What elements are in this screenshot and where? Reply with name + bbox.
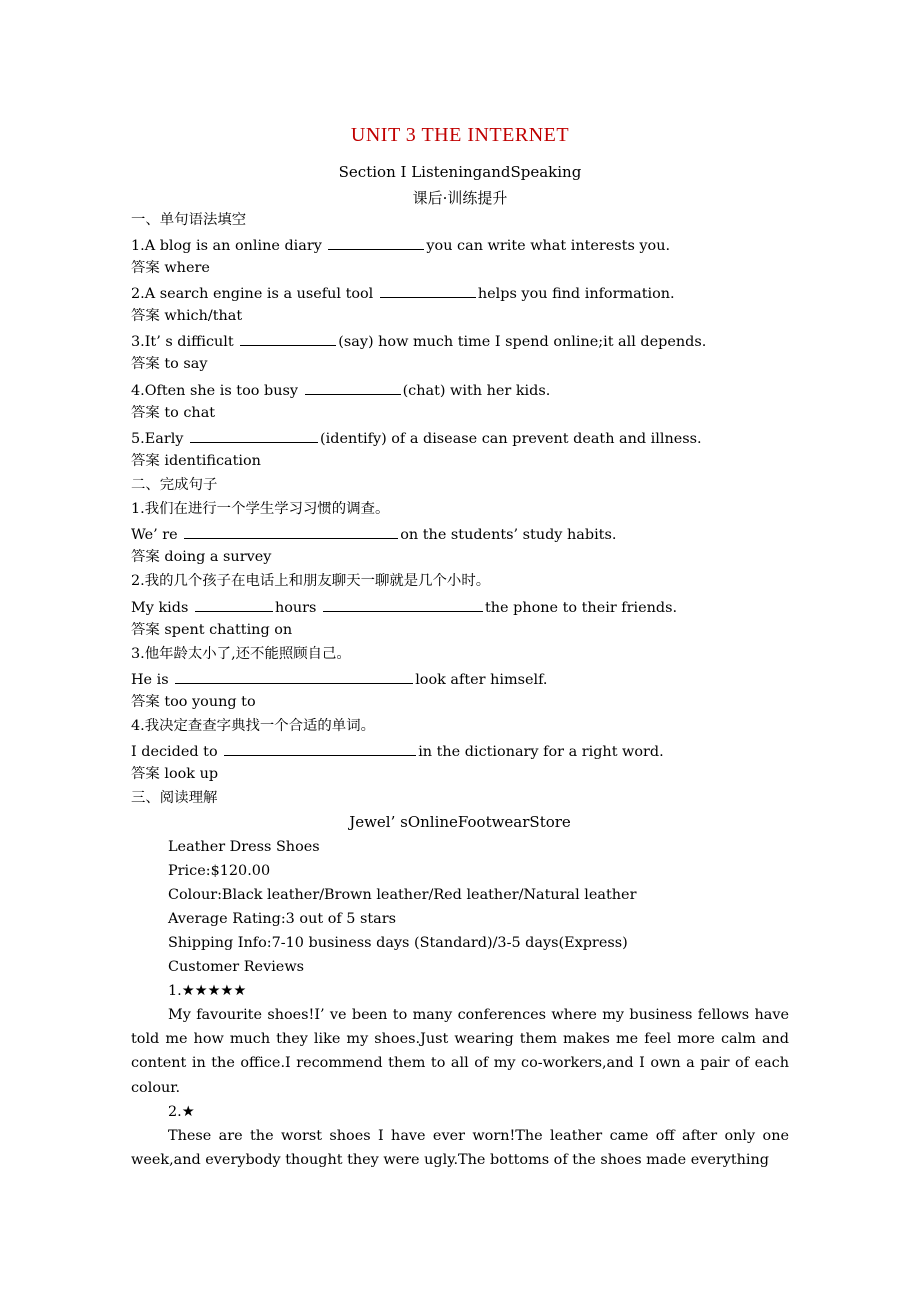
section-title: Section Ⅰ ListeningandSpeaking xyxy=(338,163,582,181)
answer-blank xyxy=(240,331,336,346)
answer-5: 答案 identification xyxy=(131,453,261,469)
answer-blank xyxy=(328,235,424,250)
store-title: Jewel’ sOnlineFootwearStore xyxy=(349,813,571,831)
sentence-1-en: We’ re on the students’ study habits. xyxy=(131,524,616,544)
question-5: 5.Early (identify) of a disease can prevent death and illness. xyxy=(131,428,702,448)
sentence-2-cn: 2.我的几个孩子在电话上和朋友聊天一聊就是几个小时。 xyxy=(131,573,491,589)
unit-title: UNIT 3 THE INTERNET xyxy=(350,124,570,146)
sentence-3-answer: 答案 too young to xyxy=(131,694,256,710)
question-3: 3.It’ s difficult (say) how much time I spend online;it all depends. xyxy=(131,331,706,351)
answer-blank xyxy=(224,741,416,756)
product-name: Leather Dress Shoes xyxy=(168,839,320,855)
question-2: 2.A search engine is a useful tool helps you find information. xyxy=(131,283,675,303)
product-colour: Colour:Black leather/Brown leather/Red leather/Natural leather xyxy=(168,887,637,903)
answer-blank xyxy=(175,669,413,684)
sentence-3-cn: 3.他年龄太小了,还不能照顾自己。 xyxy=(131,646,351,662)
customer-reviews-heading: Customer Reviews xyxy=(168,959,305,975)
answer-blank xyxy=(190,428,318,443)
product-price: Price:$120.00 xyxy=(168,863,271,879)
sentence-2-en: My kids hours the phone to their friends. xyxy=(131,597,677,617)
answer-4: 答案 to chat xyxy=(131,405,216,421)
question-1: 1.A blog is an online diary you can write what interests you. xyxy=(131,235,670,255)
sentence-4-answer: 答案 look up xyxy=(131,766,219,782)
sentence-1-cn: 1.我们在进行一个学生学习习惯的调查。 xyxy=(131,501,390,517)
subsection-title: 课后·训练提升 xyxy=(412,189,508,207)
answer-blank xyxy=(184,524,398,539)
product-rating: Average Rating:3 out of 5 stars xyxy=(168,911,397,927)
question-4: 4.Often she is too busy (chat) with her kids. xyxy=(131,380,550,400)
sentence-2-answer: 答案 spent chatting on xyxy=(131,622,293,638)
review-2-rating: 2.★ xyxy=(168,1104,195,1120)
review-1-rating: 1.★★★★★ xyxy=(168,983,247,999)
sentence-3-en: He is look after himself. xyxy=(131,669,548,689)
answer-blank xyxy=(195,597,273,612)
answer-blank xyxy=(323,597,483,612)
sentence-1-answer: 答案 doing a survey xyxy=(131,549,272,565)
sentence-4-cn: 4.我决定查查字典找一个合适的单词。 xyxy=(131,718,375,734)
answer-blank xyxy=(380,283,476,298)
answer-blank xyxy=(305,380,401,395)
review-2-text: These are the worst shoes I have ever worn!The leather came off after only one week,and everybody thought they were ugly.The bottoms of the shoes made everything xyxy=(131,1128,789,1169)
sentence-4-en: I decided to in the dictionary for a right word. xyxy=(131,741,664,761)
answer-3: 答案 to say xyxy=(131,356,208,372)
answer-1: 答案 where xyxy=(131,260,210,276)
review-1-text: My favourite shoes!I’ ve been to many conferences where my business fellows have told me how much they like my shoes.Just wearing them makes me feel more calm and content in the office.I recommend them to all of my co-workers,and I own a pair of each colour. xyxy=(131,1007,789,1096)
part3-heading: 三、阅读理解 xyxy=(131,790,218,806)
part2-heading: 二、完成句子 xyxy=(131,477,218,493)
answer-2: 答案 which/that xyxy=(131,308,243,324)
product-shipping: Shipping Info:7-10 business days (Standard)/3-5 days(Express) xyxy=(168,935,628,951)
part1-heading: 一、单句语法填空 xyxy=(131,212,247,228)
